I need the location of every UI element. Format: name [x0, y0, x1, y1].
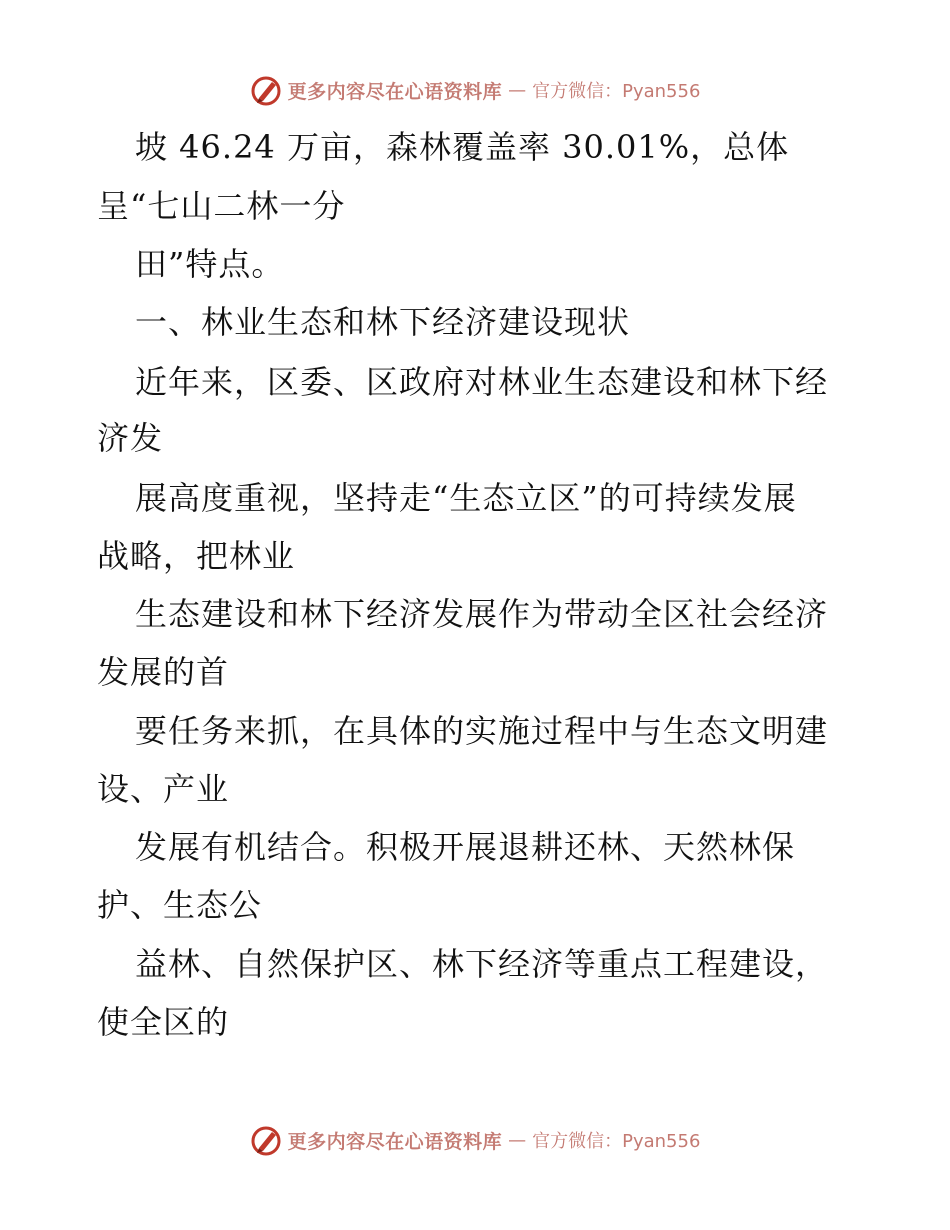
text-line: 济发	[97, 419, 164, 457]
text-line: 呈“七山二林一分	[97, 187, 346, 225]
text-line: 田”特点。	[135, 245, 285, 283]
text-line: 益林、自然保护区、林下经济等重点工程建设，	[135, 945, 829, 983]
footer-watermark	[0, 1120, 950, 1160]
text-line: 生态建设和林下经济发展作为带动全区社会经济	[135, 595, 829, 633]
text-line: 战略，把林业	[97, 537, 296, 575]
text-line: 护、生态公	[97, 886, 263, 924]
watermark-dash: —	[508, 1129, 527, 1151]
text-line: 使全区的	[97, 1003, 230, 1041]
pen-circle-logo-icon	[250, 1124, 282, 1156]
watermark-main-text: 更多内容尽在心语资料库	[287, 80, 503, 103]
section-heading: 一、林业生态和林下经济建设现状	[135, 303, 631, 341]
watermark-dash: —	[508, 79, 527, 101]
watermark-main-text: 更多内容尽在心语资料库	[287, 1130, 503, 1153]
text-line: 要任务来抓，在具体的实施过程中与生态文明建	[135, 712, 829, 750]
text-line: 展高度重视，坚持走“生态立区”的可持续发展	[135, 479, 797, 517]
text-line: 发展的首	[97, 653, 230, 691]
header-watermark	[0, 70, 950, 110]
text-line: 近年来，区委、区政府对林业生态建设和林下经	[135, 363, 829, 401]
watermark-sub-text: 官方微信：Pyan556	[532, 81, 701, 102]
text-line: 发展有机结合。积极开展退耕还林、天然林保	[135, 828, 796, 866]
pen-circle-logo-icon	[250, 74, 282, 106]
text-line: 设、产业	[97, 770, 230, 808]
text-line: 坡 46.24 万亩，森林覆盖率 30.01%，总体	[135, 128, 790, 166]
watermark-sub-text: 官方微信：Pyan556	[532, 1131, 701, 1152]
